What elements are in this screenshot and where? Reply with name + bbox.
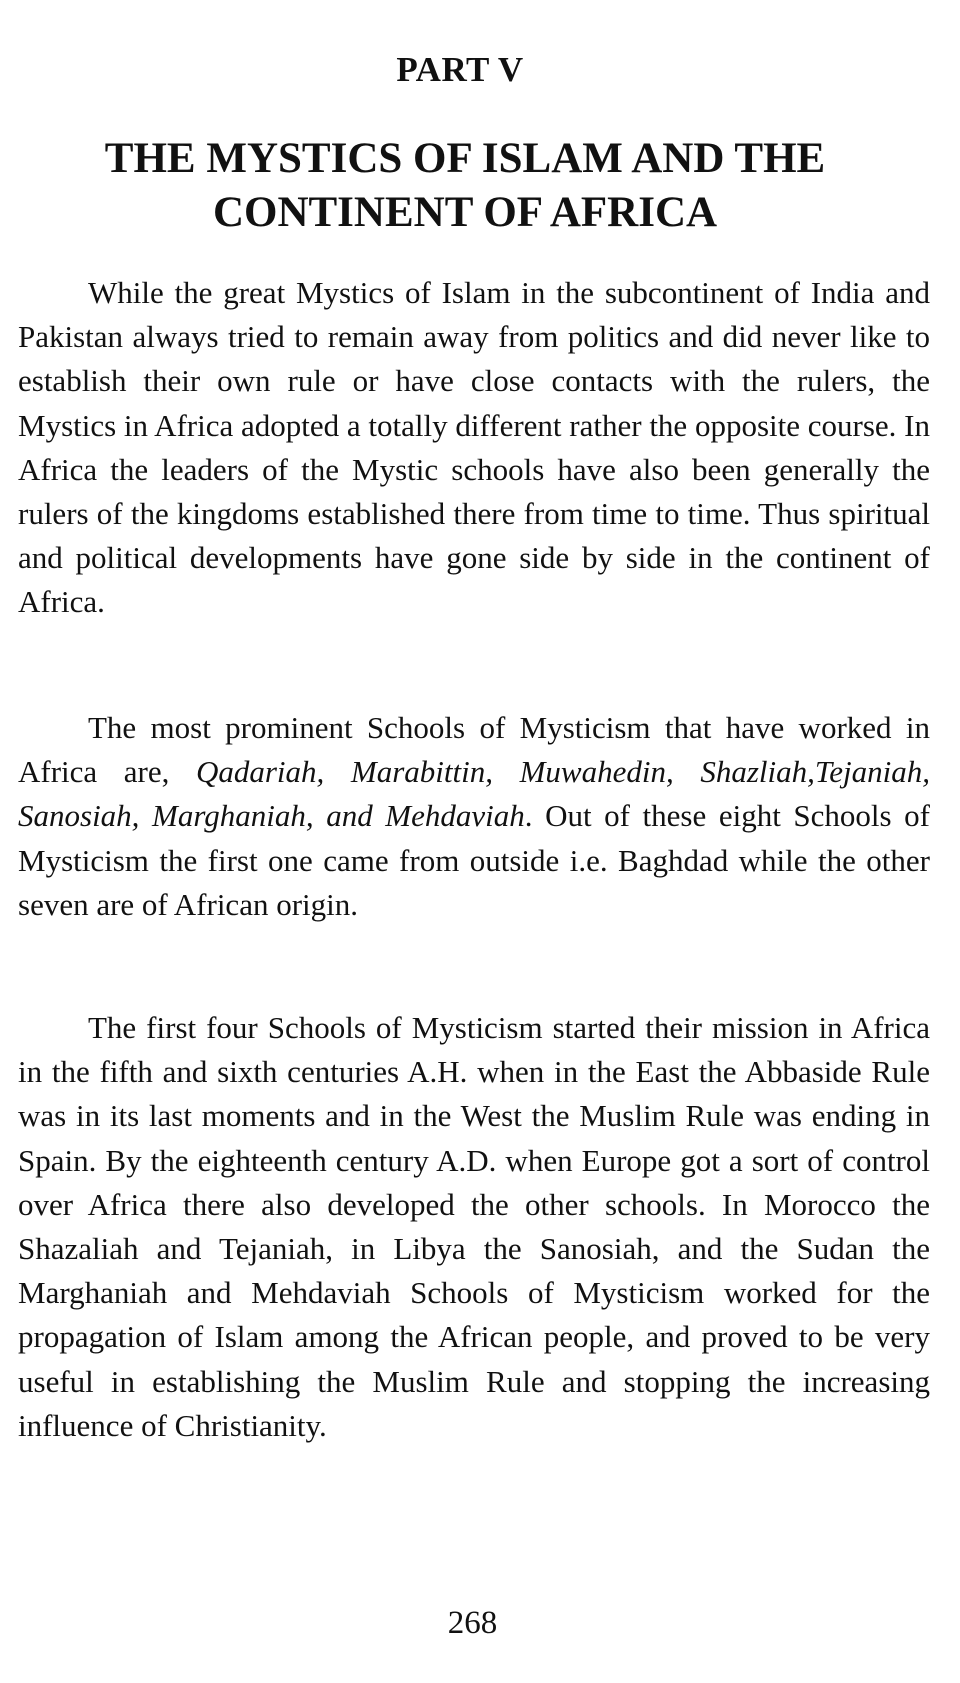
paragraph-2 <box>18 706 930 927</box>
chapter-title-line-1: THE MYSTICS OF ISLAM AND THE <box>104 135 826 182</box>
part-label: PART V <box>396 50 524 89</box>
paragraph-2-intro: The most prominent Schools of Mysticism that have worked in Africa are, <box>18 710 930 790</box>
page-number: 268 <box>447 1605 498 1641</box>
chapter-title-line-2: CONTINENT OF AFRICA <box>212 189 718 236</box>
paragraph-3: The first four Schools of Mysticism started their mission in Africa in the fifth and sixth centuries A.H. when in the East the Abbaside Rule was in its last moments and in the West the Muslim Rule was ending in Spain. By the eighteenth century A.D. when Europe got a sort of control over Africa there also developed the other schools. In Morocco the Shazaliah and Tejaniah, in Libya the Sanosiah, and the Sudan the Marghaniah and Mehdaviah Schools of Mysticism worked for the propagation of Islam among the African people, and proved to be very useful in establishing the Muslim Rule and stopping the increasing influence of Christianity. <box>18 1010 930 1443</box>
paragraph-1: While the great Mystics of Islam in the subcontinent of India and Pakistan always tried to remain away from politics and did never like to establish their own rule or have close contacts with the rulers, the Mystics in Africa adopted a totally different rather the opposite course. In Africa the leaders of the Mystic schools have also been generally the rulers of the kingdoms established there from time to time. Thus spiritual and political developments have gone side by side in the continent of Africa. <box>18 275 930 620</box>
paragraph-2-outro: . Out of these eight Schools of Mysticism the first one came from outside i.e. Baghdad while the other seven are of African origin. <box>18 798 930 922</box>
mystic-schools-list: Qadariah, Marabittin, Muwahedin, Shazliah,Tejaniah, Sanosiah, Marghaniah, and Mehdaviah <box>18 754 930 834</box>
chapter-title <box>0 132 930 240</box>
